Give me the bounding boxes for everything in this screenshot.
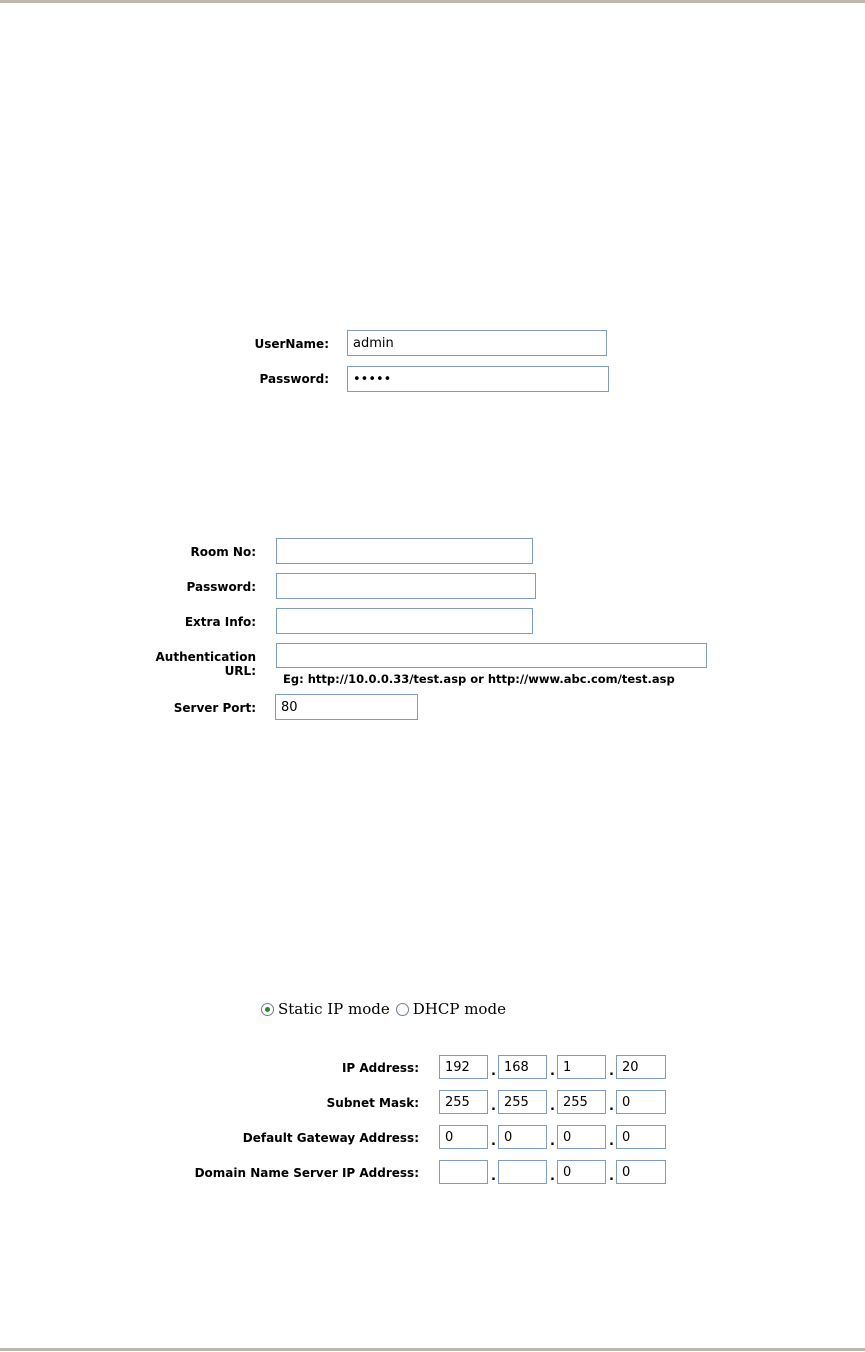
subnet-octet-3[interactable] (557, 1090, 606, 1114)
gateway-separator: . (550, 1134, 555, 1149)
gateway-octet-4[interactable] (616, 1125, 666, 1149)
ip-separator: . (550, 1064, 555, 1079)
auth-password-label: Password: (186, 580, 256, 594)
gateway-label: Default Gateway Address: (242, 1131, 419, 1145)
static-ip-label[interactable]: Static IP mode (278, 1000, 390, 1018)
bottom-rule (0, 1348, 865, 1351)
dns-separator: . (609, 1169, 614, 1184)
login-password-input[interactable] (347, 366, 609, 392)
gateway-octet-2[interactable] (498, 1125, 547, 1149)
extra-info-input[interactable] (276, 608, 533, 634)
dns-octet-1[interactable] (439, 1160, 488, 1184)
room-no-label: Room No: (190, 545, 256, 559)
gateway-separator: . (609, 1134, 614, 1149)
subnet-separator: . (491, 1099, 496, 1114)
server-port-label: Server Port: (173, 701, 256, 715)
auth-url-label-line2: URL: (224, 664, 256, 678)
auth-url-hint: Eg: http://10.0.0.33/test.asp or http://www.abc.com/test.asp (283, 672, 675, 686)
auth-url-label (156, 650, 257, 678)
auth-url-label-line1: Authentication (155, 650, 256, 664)
top-rule (0, 0, 865, 3)
ip-mode-group (261, 1000, 512, 1018)
subnet-octet-4[interactable] (616, 1090, 666, 1114)
dhcp-label[interactable]: DHCP mode (412, 1000, 506, 1018)
subnet-octet-1[interactable] (439, 1090, 488, 1114)
ip-separator: . (491, 1064, 496, 1079)
dhcp-radio[interactable] (396, 1003, 409, 1016)
gateway-separator: . (491, 1134, 496, 1149)
dns-label: Domain Name Server IP Address: (194, 1166, 419, 1180)
ip-separator: . (609, 1064, 614, 1079)
dns-octet-2[interactable] (498, 1160, 547, 1184)
ip-octet-1[interactable] (439, 1055, 488, 1079)
static-ip-radio[interactable] (261, 1003, 274, 1016)
gateway-octet-1[interactable] (439, 1125, 488, 1149)
ip-octet-4[interactable] (616, 1055, 666, 1079)
auth-password-input[interactable] (276, 573, 536, 599)
username-label: UserName: (254, 337, 329, 351)
server-port-input[interactable] (275, 694, 418, 720)
ip-octet-2[interactable] (498, 1055, 547, 1079)
dns-separator: . (550, 1169, 555, 1184)
dns-octet-3[interactable] (557, 1160, 606, 1184)
gateway-octet-3[interactable] (557, 1125, 606, 1149)
subnet-octet-2[interactable] (498, 1090, 547, 1114)
auth-url-input[interactable] (276, 643, 707, 668)
dns-separator: . (491, 1169, 496, 1184)
room-no-input[interactable] (276, 538, 533, 564)
subnet-separator: . (609, 1099, 614, 1114)
login-password-label: Password: (259, 372, 329, 386)
subnet-mask-label: Subnet Mask: (326, 1096, 419, 1110)
subnet-separator: . (550, 1099, 555, 1114)
ip-address-label: IP Address: (341, 1061, 419, 1075)
extra-info-label: Extra Info: (184, 615, 256, 629)
dns-octet-4[interactable] (616, 1160, 666, 1184)
ip-octet-3[interactable] (557, 1055, 606, 1079)
username-input[interactable] (347, 330, 607, 356)
